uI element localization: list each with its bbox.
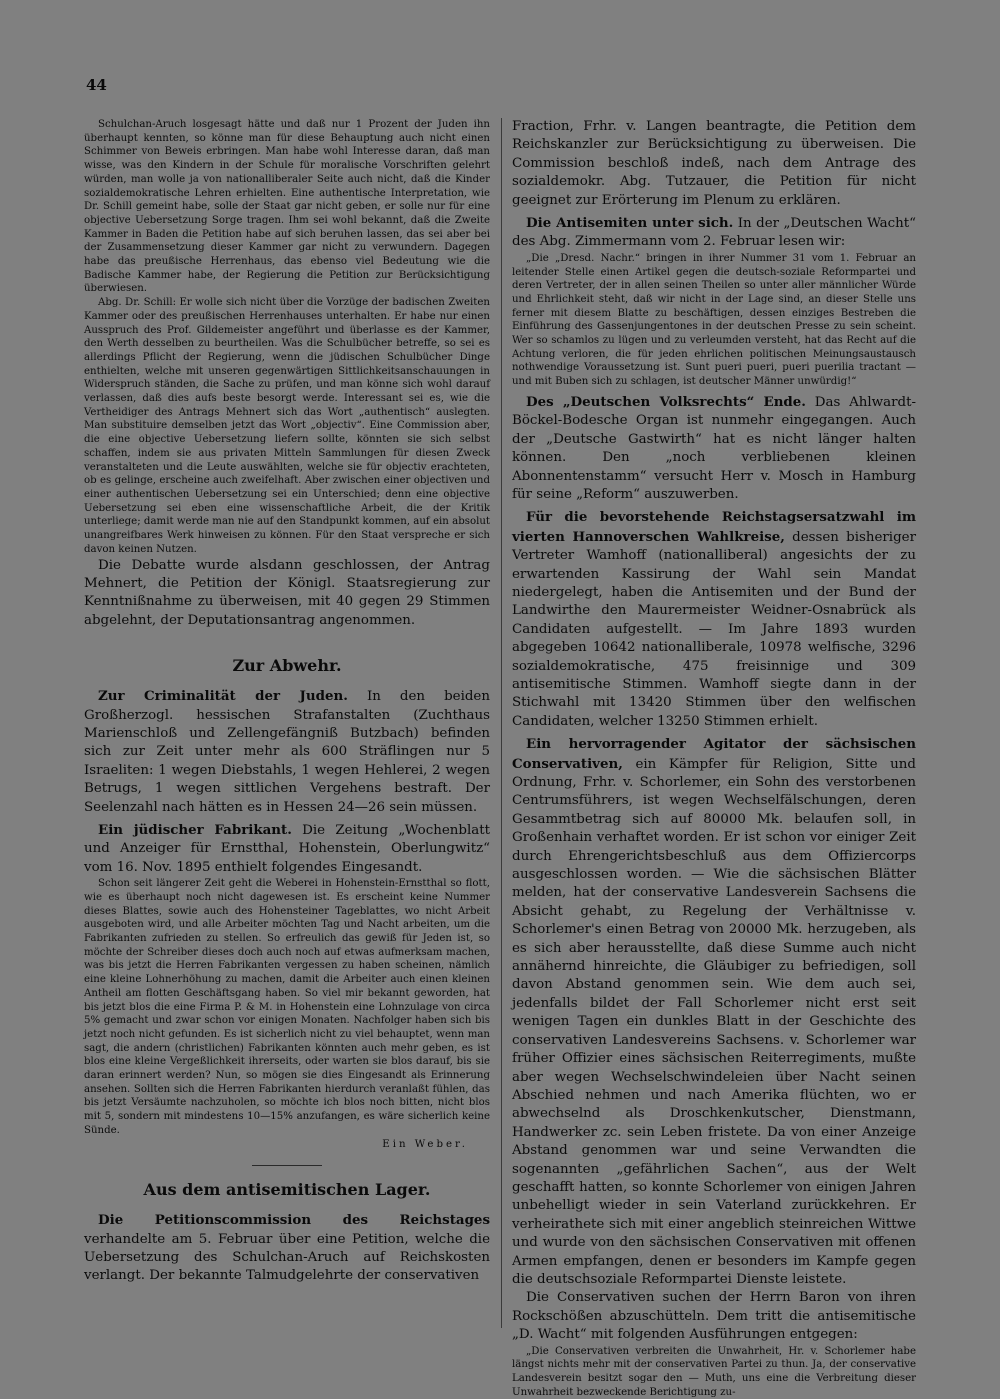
paragraph: Die Conservativen suchen der Herrn Baron von ihren Rockschößen abzuschütteln. Dem tritt die antisemitische „D. Wacht“ mit folgenden Ausführungen entgegen: bbox=[512, 1290, 916, 1343]
article bbox=[512, 393, 916, 504]
section-heading: Aus dem antisemitischen Lager. bbox=[143, 1180, 431, 1200]
article bbox=[84, 1211, 490, 1286]
article-text: Die Zeitung „Wochenblatt und Anzeiger für Ernstthal, Hohenstein, Oberlungwitz“ vom 16. Nov. 1895 enthielt folgendes Eingesandt. bbox=[84, 822, 490, 875]
article-text: In den beiden Großherzogl. hessischen Strafanstalten (Zuchthaus Marienschloß und Zellengefängniß Butzbach) befinden sich zur Zeit unter mehr als 600 Sträflingen nur 5 Israeliten: 1 wegen Diebstahls, 1 wegen Hehlerei, 2 wegen Betrugs, 1 wegen sittlichen Vergehens bestraft. Der Seelenzahl nach hätten es in Hessen 24—26 sein müssen. bbox=[84, 689, 490, 815]
article-text: ein Kämpfer für Religion, Sitte und Ordnung, Frhr. v. Schorlemer, ein Sohn des verstorbenen Centrumsführers, ist wegen Wechselfälschungen, deren Gesammtbetrag sich auf 80000 Mk. belaufen soll, in Großenhain verhaftet worden. Er ist schon vor einiger Zeit durch Ehrengerichtsbeschluß aus dem Offiziercorps ausgeschlossen worden. — Wie die sächsischen Blätter melden, hat der conservative Landesverein Sachsens die Absicht gehabt, zu Regelung der Verhältnisse v. Schorlemer's einen Betrag von 20000 Mk. herzugeben, als es sich aber herausstellte, daß diese Summe auch nicht annähernd hinreichte, die Gläubiger zu befriedigen, soll davon Abstand genommen sein. Wie dem auch sei, jedenfalls bildet der Fall Schorlemer nicht erst seit wenigen Tagen ein dunkles Blatt in der Geschichte des conservativen Landesvereins Sachsens. v. Schorlemer war früher Offizier eines sächsischen Reiterregiments, mußte aber wegen Wechselschwindeleien über Nacht seinen Abschied nehmen und nach Amerika flüchten, wo er abwechselnd als Droschkenkutscher, Dienstmann, Handwerker zc. sein Leben fristete. Da von einer Anzeige Abstand genommen war und seine Verwandten die sogenannten „gefährlichen Sachen“, aus der Welt geschafft hatten, so konnte Schorlemer von einigen Jahren unbehelligt wieder in sein Vaterland zurückkehren. Er verheirathete sich mit einer angeblich steinreichen Wittwe und wurde von den sächsischen Conservativen mit offenen Armen empfangen, denen er besonders im Kampfe gegen die deutschsoziale Reformpartei Dienste leistete. bbox=[512, 756, 916, 1287]
article-text: In der „Deutschen Wacht“ des Abg. Zimmermann vom 2. Februar lesen wir: bbox=[512, 216, 916, 250]
article-title: Des „Deutschen Volksrechts“ Ende. bbox=[526, 393, 806, 410]
article-text: verhandelte am 5. Februar über eine Petition, welche die Uebersetzung des Schulchan-Aruch auf Reichskosten verlangt. Der bekannte Talmudgelehrte der conservativen bbox=[84, 1231, 490, 1284]
quotation: „Die Conservativen verbreiten die Unwahrheit, Hr. v. Schorlemer habe längst nichts mehr mit der conservativen Partei zu thun. Ja, der conservative Landesverein besitzt sogar den — Muth, uns eine die Verbreitung dieser Unwahrheit bezweckende Berichtigung zu- bbox=[512, 1345, 916, 1398]
article bbox=[84, 687, 490, 817]
divider bbox=[252, 1165, 322, 1166]
article-title: Zur Criminalität der Juden. bbox=[98, 688, 348, 705]
article bbox=[512, 508, 916, 731]
article-text: Das Ahlwardt-Böckel-Bodesche Organ ist nunmehr eingegangen. Auch der „Deutsche Gastwirth“ hat es nicht länger halten können. Den „noch verbliebenen kleinen Abonnentenstamm“ versucht Herr v. Mosch in Hamburg für seine „Reform“ auszuwerben. bbox=[512, 394, 916, 502]
paragraph: Die Debatte wurde alsdann geschlossen, der Antrag Mehnert, die Petition der Königl. Staatsregierung zur Kenntnißnahme zu überweisen, mit 40 gegen 29 Stimmen abgelehnt, der Deputationsantrag angenommen. bbox=[84, 557, 490, 628]
section-heading: Zur Abwehr. bbox=[232, 656, 342, 676]
column-rule bbox=[501, 118, 502, 1328]
paragraph: Abg. Dr. Schill: Er wolle sich nicht über die Vorzüge der badischen Zweiten Kammer oder des preußischen Herrenhauses unterhalten. Er habe nur einen Ausspruch des Prof. Gildemeister angeführt und überlasse es der Kammer, den Werth desselben zu beurtheilen. Was die Schulbücher betreffe, so sei es allerdings Pflicht der Regierung, wenn die jüdischen Schulbücher Dinge enthielten, welche mit unseren gegenwärtigen Sittlichkeitsanschauungen in Widerspruch ständen, die Sache zu prüfen, und man könne sich wohl darauf verlassen, daß dies aufs beste besorgt werde. Interessant sei es, wie die Vertheidiger des Antrags Mehnert sich das Wort „authentisch“ auslegten. Man substituire demselben jetzt das Wort „objectiv“. Eine Commission aber, die eine objective Uebersetzung liefern sollte, könnten sie sich selbst schaffen, indem sie aus privaten Mitteln Sammlungen für diesen Zweck veranstalteten und die Leute auswählten, welche sie für objectiv erachteten, ob es gelinge, erscheine auch zweifelhaft. Aber zwischen einer objectiven und einer authentischen Uebersetzung sei ein Unterschied; denn eine objective Uebersetzung sei eben eine wissenschaftliche Arbeit, die der Kritik unterliege; damit werde man nie auf den Standpunkt kommen, auf ein absolut unangreifbares Werk hinweisen zu können. Für den Staat verspreche er sich davon keinen Nutzen. bbox=[84, 297, 490, 555]
paragraph: Schulchan-Aruch losgesagt hätte und daß nur 1 Prozent der Juden ihn überhaupt kennten, so könne man für diese Behauptung auch nicht einen Schimmer von Beweis erbringen. Man habe wohl Interesse daran, daß man wisse, was den Kindern in der Schule für moralische Vorschriften gelehrt würden, man wolle ja von nationalliberaler Seite auch nicht, daß die Kinder sozialdemokratische Lehren erhielten. Eine authentische Interpretation, wie Dr. Schill gemeint habe, solle der Staat gar nicht geben, er solle nur für eine objective Uebersetzung Sorge tragen. Ihm sei wohl bekannt, daß die Zweite Kammer in Baden die Petition habe auf sich beruhen lassen, das sei aber bei der Zusammensetzung dieser Kammer gar nicht zu verwundern. Dagegen habe das preußische Herrenhaus, das ebenso viel Bedeutung wie die Badische Kammer habe, der Regierung die Petition zur Berücksichtigung überwiesen. bbox=[84, 119, 490, 295]
article bbox=[512, 735, 916, 1289]
paragraph: Fraction, Frhr. v. Langen beantragte, die Petition dem Reichskanzler zur Berücksichtigung zu überweisen. Die Commission beschloß indeß, nach dem Antrage des sozialdemokr. Abg. Tutzauer, die Petition für nicht geeignet zur Erörterung im Plenum zu erklären. bbox=[512, 119, 916, 208]
article bbox=[84, 821, 490, 877]
page-number: 44 bbox=[86, 76, 107, 94]
article-title: Die Petitionscommission des Reichstages bbox=[98, 1212, 490, 1229]
paragraph: Schon seit längerer Zeit geht die Weberei in Hohenstein-Ernstthal so flott, wie es überhaupt noch nicht dagewesen ist. Es erscheint keine Nummer dieses Blattes, sowie auch des Hohensteiner Tageblattes, wo nicht Arbeit ausgeboten wird, und alle Arbeiter möchten Tag und Nacht arbeiten, um die Fabrikanten zufrieden zu stellen. So erfreulich das gewiß für Jeden ist, so möchte der Schreiber dieses doch auch noch auf etwas aufmerksam machen, was bis jetzt die Herren Fabrikanten vergessen zu haben scheinen, nämlich eine kleine Lohnerhöhung zu machen, damit die Arbeiter auch einen kleinen Antheil am flotten Geschäftsgang haben. So viel mir bekannt geworden, hat bis jetzt blos die eine Firma P. & M. in Hohenstein eine Lohnzulage von circa 5% gemacht und zwar schon vor einigen Monaten. Nachfolger haben sich bis jetzt noch nicht gefunden. Es ist sicherlich nicht zu viel behauptet, wenn man sagt, die andern (christlichen) Fabrikanten könnten auch mehr geben, es ist blos eine kleine Vergeßlichkeit ihrerseits, oder warten sie blos darauf, bis sie daran erinnert werden? Nun, so mögen sie dies Eingesandt als Erinnerung ansehen. Sollten sich die Herren Fabrikanten hierdurch veranlaßt fühlen, das bis jetzt Versäumte nachzuholen, so möchte ich blos noch bitten, nicht blos mit 5, sondern mit mindestens 10—15% anzufangen, es wäre sicherlich keine Sünde. bbox=[84, 878, 490, 1136]
article-title: Ein jüdischer Fabrikant. bbox=[98, 821, 292, 838]
left-column bbox=[84, 118, 490, 1333]
article-text: dessen bisheriger Vertreter Wamhoff (nationalliberal) angesichts der zu erwartenden Kassirung der Wahl sein Mandat niedergelegt, haben die Antisemiten und der Bund der Landwirthe den Maurermeister Weidner-Osnabrück als Candidaten aufgestellt. — Im Jahre 1893 wurden abgegeben 10642 nationalliberale, 10978 welfische, 3296 sozialdemokratische, 475 freisinnige und 309 antisemitische Stimmen. Wamhoff siegte dann in der Stichwahl mit 13420 Stimmen über den welfischen Candidaten, welcher 13250 Stimmen erhielt. bbox=[512, 529, 916, 729]
article bbox=[512, 214, 916, 252]
article-title: Ein hervorragender Agitator der sächsischen Conservativen, bbox=[512, 736, 916, 772]
right-column bbox=[512, 118, 916, 1398]
signature: Ein Weber. bbox=[382, 1138, 468, 1150]
quotation: „Die „Dresd. Nachr.“ bringen in ihrer Nummer 31 vom 1. Februar an leitender Stelle einen Artikel gegen die deutsch-soziale Reformpartei und deren Vertreter, der in allen seinen Theilen so unter aller männlicher Würde und Ehrlichkeit steht, daß wir nicht in der Lage sind, an dieser Stelle uns ferner mit diesem Blatte zu beschäftigen, dessen einziges Bestreben die Einführung des Gassenjungentones in der deutschen Presse zu sein scheint. Wer so schamlos zu lügen und zu verleumden versteht, hat das Recht auf die Achtung verloren, die für jeden ehrlichen politischen Meinungsaustausch nothwendige Voraussetzung ist. Sunt pueri pueri, pueri puerilia tractant — und mit Buben sich zu schlagen, ist deutscher Männer unwürdig!“ bbox=[512, 252, 916, 388]
article-title: Für die bevorstehende Reichstagsersatzwahl im vierten Hannoverschen Wahlkreise, bbox=[512, 509, 916, 545]
article-title: Die Antisemiten unter sich. bbox=[526, 215, 734, 232]
